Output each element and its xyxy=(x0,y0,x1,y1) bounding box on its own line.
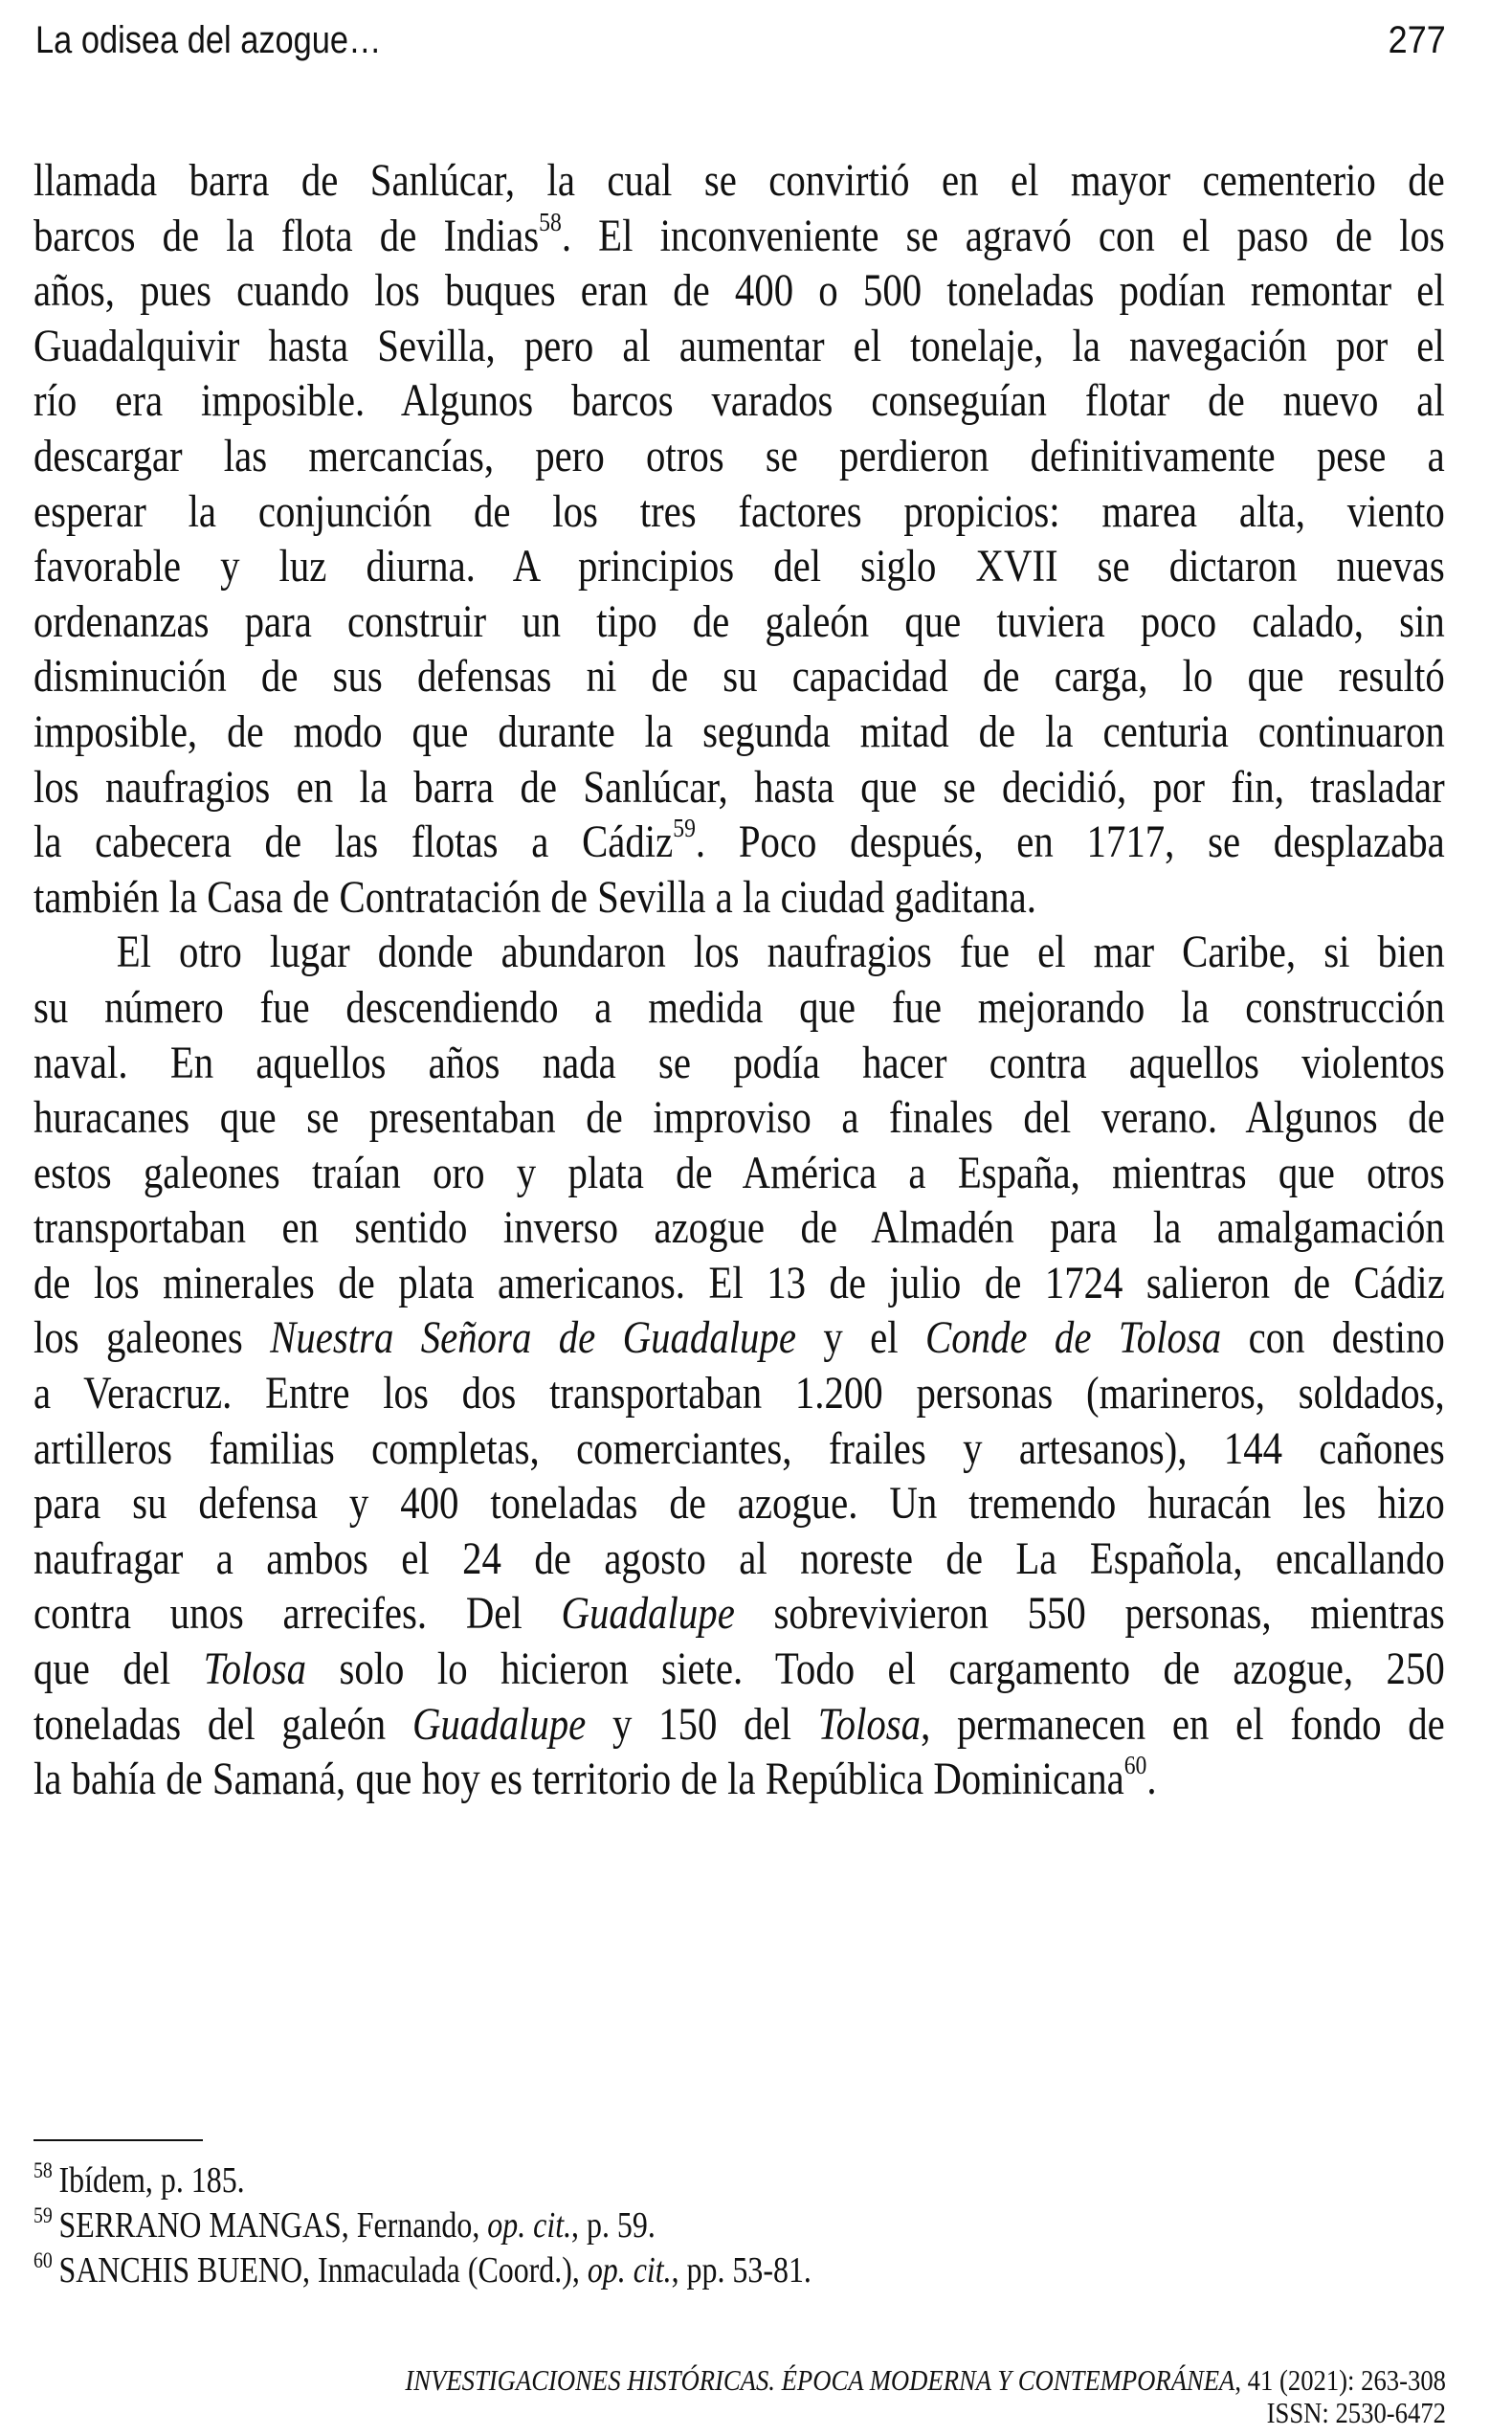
text-run: la cabecera de las flotas a Cádiz xyxy=(33,816,674,868)
italic-text: Tolosa xyxy=(817,1698,922,1750)
text-run: naufragar a ambos el 24 de agosto al noreste de La Española, encallando xyxy=(33,1532,1445,1584)
text-line xyxy=(33,1531,1445,1587)
footnote-reference: 58 xyxy=(539,207,562,237)
text-run: . El inconveniente se agravó con el paso de los xyxy=(561,210,1445,261)
journal-footer xyxy=(106,2364,1446,2429)
text-run: sobrevivieron 550 personas, mientras xyxy=(734,1588,1445,1640)
paragraph xyxy=(33,153,1445,925)
text-run: toneladas del galeón xyxy=(33,1698,412,1750)
text-line xyxy=(33,429,1445,484)
text-run: favorable y luz diurna. A principios del siglo XVII se dictaron nuevas xyxy=(33,541,1445,592)
running-head xyxy=(35,13,1446,67)
text-run: esperar la conjunción de los tres factores propicios: marea alta, viento xyxy=(33,485,1445,537)
text-line xyxy=(33,815,1445,870)
text-run: imposible, de modo que durante la segunda mitad de la centuria continuaron xyxy=(33,705,1445,757)
page-number: 277 xyxy=(1388,19,1446,61)
text-run: solo lo hicieron siete. Todo el cargamento de azogue, 250 xyxy=(306,1643,1445,1695)
text-run: con destino xyxy=(1221,1312,1445,1364)
text-run: llamada barra de Sanlúcar, la cual se convirtió en el mayor cementerio de xyxy=(33,155,1445,206)
text-run: también la Casa de Contratación de Sevilla a la ciudad gaditana. xyxy=(33,871,1036,923)
text-line xyxy=(33,1036,1445,1091)
footnotes xyxy=(33,2158,1400,2293)
text-line xyxy=(33,870,1445,926)
journal-citation xyxy=(294,2364,1446,2397)
text-line xyxy=(33,1697,1445,1753)
italic-text: op. cit. xyxy=(487,2205,572,2246)
text-line xyxy=(33,539,1445,594)
text-run: los galeones xyxy=(33,1312,271,1364)
text-run: artilleros familias completas, comerciantes, frailes y artesanos), 144 cañones xyxy=(33,1422,1445,1474)
text-run: El otro lugar donde abundaron los naufragios fue el mar Caribe, si bien xyxy=(116,927,1445,978)
text-run: los naufragios en la barra de Sanlúcar, hasta que se decidió, por fin, trasladar xyxy=(33,761,1445,813)
footnote-number: 60 xyxy=(33,2247,53,2273)
text-run: . xyxy=(1146,1754,1157,1805)
footnote-text: SANCHIS BUENO, Inmaculada (Coord.), xyxy=(58,2250,588,2291)
text-run: naval. En aquellos años nada se podía hacer contra aquellos violentos xyxy=(33,1037,1445,1088)
text-line xyxy=(33,1586,1445,1642)
text-run: para su defensa y 400 toneladas de azogue. Un tremendo huracán les hizo xyxy=(33,1478,1445,1530)
text-run: y 150 del xyxy=(586,1698,818,1750)
footnote xyxy=(33,2248,1400,2293)
running-title: La odisea del azogue… xyxy=(35,19,382,61)
footnote-text: , pp. 53-81. xyxy=(671,2250,812,2291)
text-run: años, pues cuando los buques eran de 400 o 500 toneladas podían remontar el xyxy=(33,265,1445,317)
text-run: que del xyxy=(33,1643,204,1695)
text-line xyxy=(33,1366,1445,1421)
text-run: barcos de la flota de Indias xyxy=(33,210,540,261)
footnote-number: 59 xyxy=(33,2202,53,2228)
journal-volume-info: , 41 (2021): 263-308 xyxy=(1234,2363,1446,2397)
text-run: , permanecen en el fondo de xyxy=(921,1698,1445,1750)
text-run: contra unos arrecifes. Del xyxy=(33,1588,562,1640)
text-line xyxy=(33,1090,1445,1146)
text-line xyxy=(33,1476,1445,1531)
footnote-separator xyxy=(33,2139,203,2141)
text-line xyxy=(33,153,1445,209)
footnote-text: SERRANO MANGAS, Fernando, xyxy=(58,2205,488,2246)
text-line xyxy=(33,484,1445,540)
text-run: de los minerales de plata americanos. El 13 de julio de 1724 salieron de Cádiz xyxy=(33,1257,1445,1308)
text-run: y el xyxy=(795,1312,926,1364)
text-run: la bahía de Samaná, que hoy es territorio de la República Dominicana xyxy=(33,1754,1124,1805)
text-line xyxy=(33,704,1445,760)
text-line xyxy=(33,1256,1445,1311)
footnote xyxy=(33,2158,1400,2203)
text-line xyxy=(33,263,1445,319)
text-line xyxy=(33,760,1445,816)
footnote-reference: 59 xyxy=(673,814,696,844)
text-line xyxy=(33,980,1445,1036)
text-run: . Poco después, en 1717, se desplazaba xyxy=(695,816,1445,868)
text-line xyxy=(33,1146,1445,1201)
italic-text: Tolosa xyxy=(203,1643,307,1695)
footnote-text: Ibídem, p. 185. xyxy=(58,2160,245,2201)
journal-title: INVESTIGACIONES HISTÓRICAS. ÉPOCA MODERNA Y CONTEMPORÁNEA xyxy=(405,2363,1235,2397)
footnote-reference: 60 xyxy=(1123,1751,1147,1781)
text-run: huracanes que se presentaban de improviso a finales del verano. Algunos de xyxy=(33,1092,1445,1144)
text-run: su número fue descendiendo a medida que fue mejorando la construcción xyxy=(33,981,1445,1033)
text-line xyxy=(33,1421,1445,1477)
text-line xyxy=(33,649,1445,704)
italic-text: op. cit. xyxy=(587,2250,672,2291)
paragraph xyxy=(33,925,1445,1807)
text-line xyxy=(33,209,1445,264)
footnote-text: , p. 59. xyxy=(571,2205,656,2246)
text-line xyxy=(33,1642,1445,1697)
text-run: río era imposible. Algunos barcos varados conseguían flotar de nuevo al xyxy=(33,375,1445,427)
text-line xyxy=(33,925,1445,980)
text-run: ordenanzas para construir un tipo de galeón que tuviera poco calado, sin xyxy=(33,595,1445,647)
text-run: estos galeones traían oro y plata de América a España, mientras que otros xyxy=(33,1147,1445,1198)
text-line xyxy=(33,1200,1445,1256)
text-line xyxy=(33,373,1445,429)
text-run: disminución de sus defensas ni de su capacidad de carga, lo que resultó xyxy=(33,651,1445,703)
text-line xyxy=(33,1310,1445,1366)
text-run: Guadalquivir hasta Sevilla, pero al aumentar el tonelaje, la navegación por el xyxy=(33,320,1445,371)
text-run: transportaban en sentido inverso azogue de Almadén para la amalgamación xyxy=(33,1202,1445,1254)
text-line xyxy=(33,1752,1445,1807)
text-line xyxy=(33,594,1445,650)
journal-issn: ISSN: 2530-6472 xyxy=(1266,2396,1446,2429)
italic-text: Guadalupe xyxy=(561,1588,735,1640)
text-run: a Veracruz. Entre los dos transportaban 1.200 personas (marineros, soldados, xyxy=(33,1368,1445,1419)
footnote xyxy=(33,2203,1400,2248)
italic-text: Guadalupe xyxy=(411,1698,587,1750)
text-line xyxy=(33,319,1445,374)
text-run: descargar las mercancías, pero otros se perdieron definitivamente pese a xyxy=(33,430,1445,481)
footnote-number: 58 xyxy=(33,2157,53,2183)
italic-text: Nuestra Señora de Guadalupe xyxy=(270,1312,796,1364)
body-text xyxy=(33,153,1445,1807)
italic-text: Conde de Tolosa xyxy=(925,1312,1222,1364)
